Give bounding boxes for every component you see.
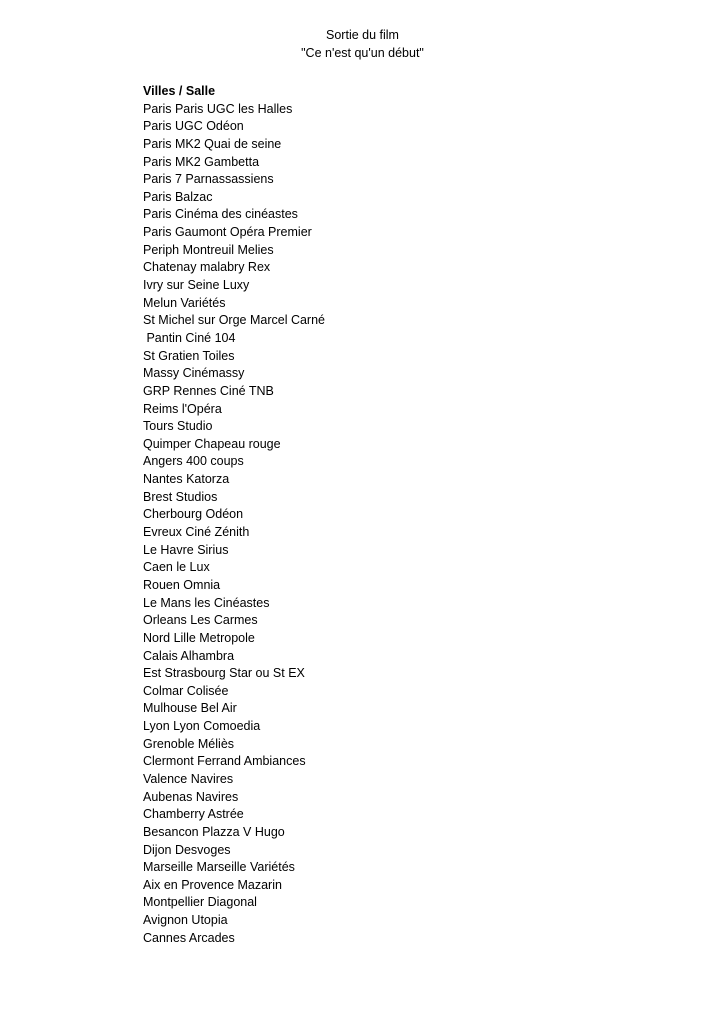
list-item: Paris Paris UGC les Halles [143, 101, 293, 116]
title-line-2: "Ce n'est qu'un début" [301, 45, 424, 60]
list-item: Paris 7 Parnassassiens [143, 172, 274, 187]
list-item: Chamberry Astrée [143, 807, 244, 822]
list-item: Grenoble Méliès [143, 736, 235, 751]
list-item: Orleans Les Carmes [143, 613, 258, 628]
list-item: GRP Rennes Ciné TNB [143, 383, 274, 398]
list-item: Quimper Chapeau rouge [143, 436, 281, 451]
list-item: Paris MK2 Quai de seine [143, 136, 282, 151]
list-item: Periph Montreuil Melies [143, 242, 274, 257]
cinema-list [143, 83, 325, 947]
list-item: Caen le Lux [143, 560, 210, 575]
list-item: Dijon Desvoges [143, 842, 231, 857]
list-item: Lyon Lyon Comoedia [143, 719, 261, 734]
list-item: Est Strasbourg Star ou St EX [143, 666, 305, 681]
list-item: Nantes Katorza [143, 472, 230, 487]
list-item: Evreux Ciné Zénith [143, 525, 250, 540]
list-item: Tours Studio [143, 419, 213, 434]
list-item: Cherbourg Odéon [143, 507, 244, 522]
list-item: Calais Alhambra [143, 648, 235, 663]
list-item: Reims l'Opéra [143, 401, 222, 416]
list-item: Pantin Ciné 104 [143, 330, 236, 345]
list-item: Le Mans les Cinéastes [143, 595, 270, 610]
list-item: St Gratien Toiles [143, 348, 235, 363]
list-item: Montpellier Diagonal [143, 895, 257, 910]
list-item: Paris UGC Odéon [143, 119, 244, 134]
list-item: Aubenas Navires [143, 789, 239, 804]
list-item: St Michel sur Orge Marcel Carné [143, 313, 326, 328]
list-item: Mulhouse Bel Air [143, 701, 237, 716]
list-item: Rouen Omnia [143, 577, 221, 592]
list-item: Angers 400 coups [143, 454, 244, 469]
list-item: Clermont Ferrand Ambiances [143, 754, 306, 769]
list-header: Villes / Salle [143, 84, 216, 98]
cinema-rows [143, 101, 325, 948]
list-item: Paris Cinéma des cinéastes [143, 207, 298, 222]
list-item: Aix en Provence Mazarin [143, 877, 282, 892]
list-item: Nord Lille Metropole [143, 630, 255, 645]
list-item: Massy Cinémassy [143, 366, 245, 381]
list-item: Melun Variétés [143, 295, 226, 310]
list-item: Ivry sur Seine Luxy [143, 278, 250, 293]
list-item: Valence Navires [143, 771, 234, 786]
list-item: Colmar Colisée [143, 683, 229, 698]
list-item: Cannes Arcades [143, 930, 235, 945]
list-item: Brest Studios [143, 489, 218, 504]
list-item: Chatenay malabry Rex [143, 260, 271, 275]
list-item: Avignon Utopia [143, 913, 228, 928]
list-item: Paris Balzac [143, 189, 213, 204]
list-item: Le Havre Sirius [143, 542, 229, 557]
list-item: Marseille Marseille Variétés [143, 860, 295, 875]
title-line-1: Sortie du film [326, 28, 399, 42]
document-title [0, 27, 725, 62]
list-item: Besancon Plazza V Hugo [143, 824, 285, 839]
list-item: Paris Gaumont Opéra Premier [143, 225, 312, 240]
list-item: Paris MK2 Gambetta [143, 154, 260, 169]
